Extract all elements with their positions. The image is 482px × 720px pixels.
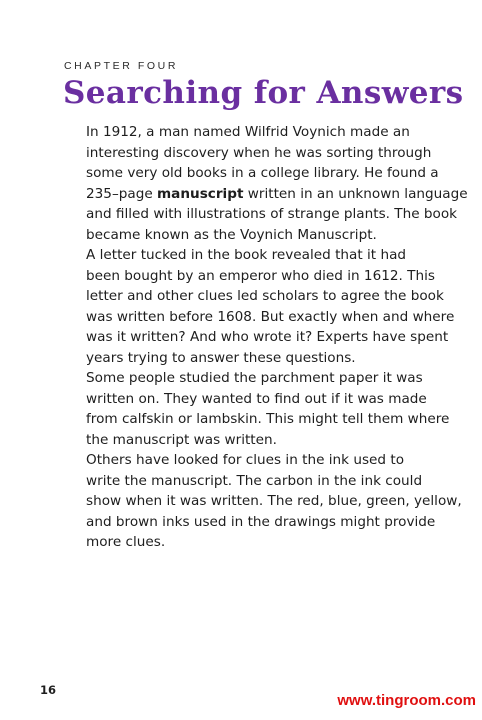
watermark-url: www.tingroom.com: [337, 692, 476, 709]
chapter-title: Searching for Answers: [63, 75, 464, 111]
text-line: In 1912, a man named Wilfrid Voynich made an: [86, 124, 410, 140]
page-number: 16: [40, 683, 57, 697]
text-line: Some people studied the parchment paper it was: [86, 370, 423, 386]
text-line: Others have looked for clues in the ink used to: [86, 452, 405, 468]
chapter-label: CHAPTER FOUR: [64, 60, 179, 72]
text-line: from calfskin or lambskin. This might tell them where: [86, 411, 450, 427]
text-line: [64, 184, 468, 205]
text-line: and filled with illustrations of strange plants. The book: [86, 206, 458, 222]
text-line: more clues.: [86, 534, 166, 550]
chapter-body: [64, 122, 468, 553]
paragraph-3: [64, 368, 450, 450]
paragraph-4: [64, 450, 462, 553]
text-line: some very old books in a college library. He found a: [86, 165, 439, 181]
paragraph-2: [64, 245, 455, 368]
text-line: written on. They wanted to find out if it was made: [86, 390, 427, 407]
glossary-term-manuscript: manuscript: [157, 185, 244, 202]
text-line: was written before 1608. But exactly when and where: [86, 308, 455, 325]
text-line: A letter tucked in the book revealed that it had: [86, 247, 407, 263]
text-line: and brown inks used in the drawings might provide: [86, 513, 436, 530]
text-line: interesting discovery when he was sorting through: [86, 144, 432, 161]
text-line: the manuscript was written.: [86, 431, 277, 448]
text-fragment: written in an unknown language: [243, 185, 468, 202]
text-fragment: 235–page: [86, 185, 158, 202]
text-line: letter and other clues led scholars to agree the book: [86, 288, 444, 304]
text-line: years trying to answer these questions.: [86, 349, 356, 366]
text-line: show when it was written. The red, blue, green, yellow,: [86, 493, 462, 509]
text-line: became known as the Voynich Manuscript.: [86, 226, 377, 243]
text-line: been bought by an emperor who died in 1612. This: [86, 267, 435, 284]
text-line: was it written? And who wrote it? Experts have spent: [86, 329, 449, 345]
text-line: write the manuscript. The carbon in the ink could: [86, 472, 423, 489]
paragraph-1: [64, 122, 468, 245]
